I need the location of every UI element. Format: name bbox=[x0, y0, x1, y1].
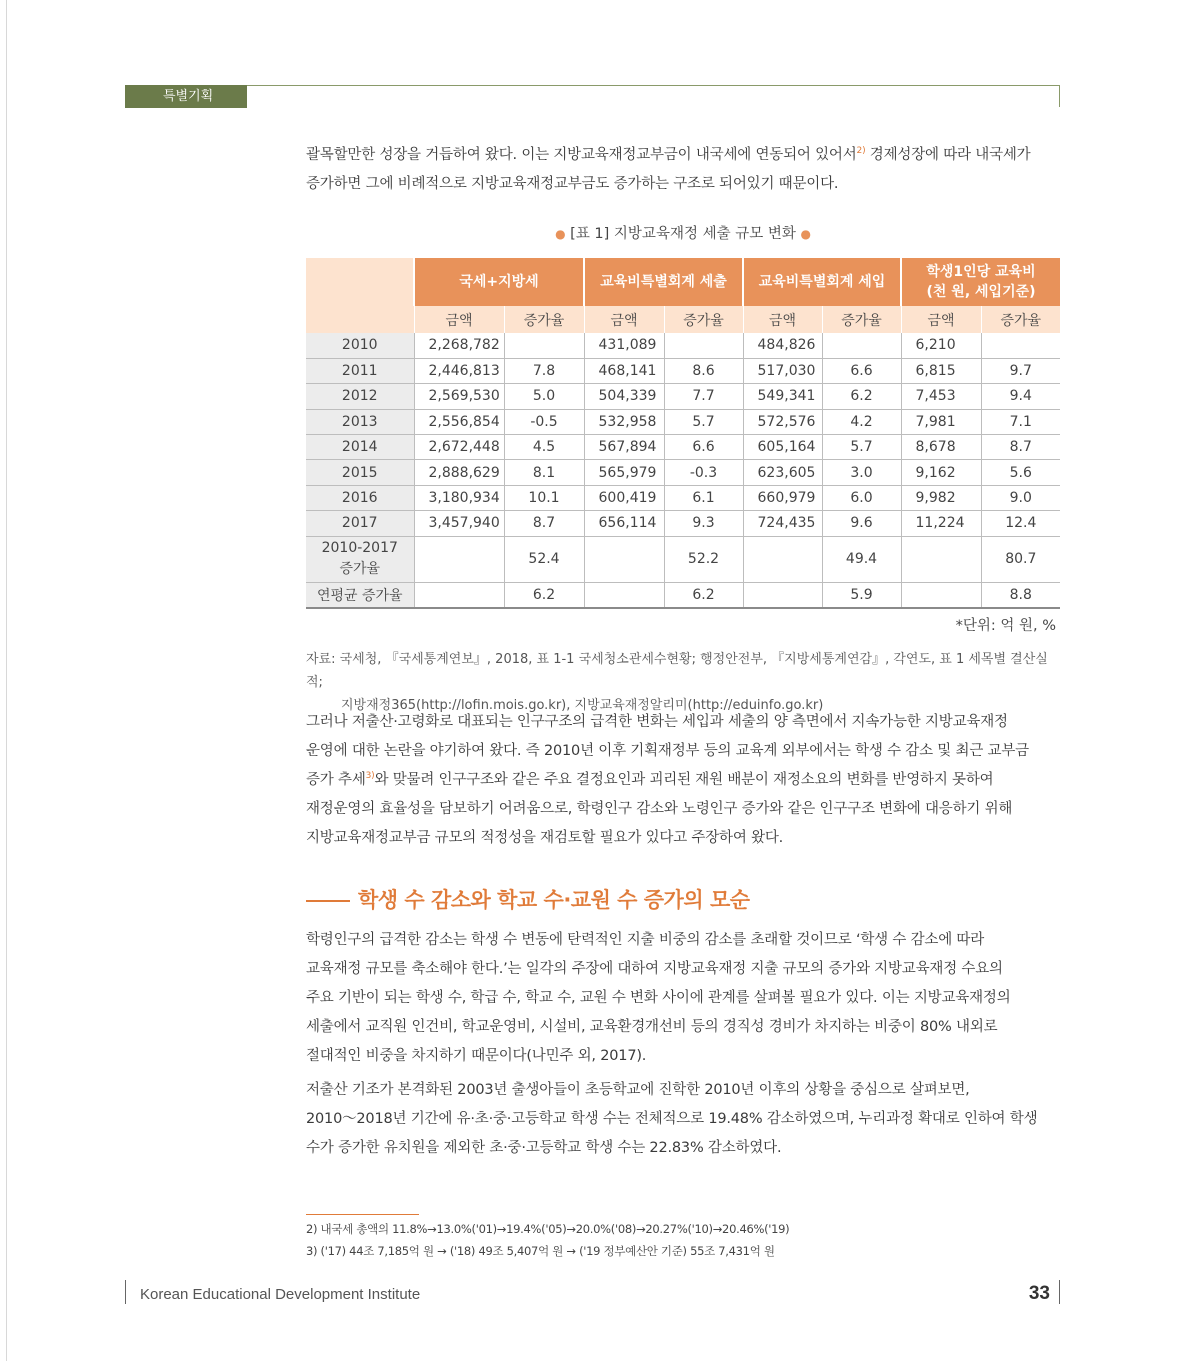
table-body bbox=[306, 333, 1060, 608]
table-cell bbox=[743, 536, 822, 582]
table-cell: 5.0 bbox=[504, 384, 584, 409]
paragraph-line: 2010～2018년 기간에 유·초·중·고등학교 학생 수는 전체적으로 19.48% 감소하였으며, 누리과정 확대로 인하여 학생 bbox=[306, 1111, 1038, 1127]
paragraph-line: 저출산 기조가 본격화된 2003년 출생아들이 초등학교에 진학한 2010년 이후의 상황을 중심으로 살펴보면, bbox=[306, 1082, 970, 1098]
table-cell: 656,114 bbox=[584, 511, 664, 536]
row-label: 2015 bbox=[306, 460, 414, 485]
footer-tick-right bbox=[1059, 1280, 1060, 1304]
table-cell: 8.6 bbox=[664, 358, 743, 383]
paragraph-line: 학령인구의 급격한 감소는 학생 수 변동에 탄력적인 지출 비중의 감소를 초래할 것이므로 ‘학생 수 감소에 따라 bbox=[306, 932, 985, 948]
table-cell: 5.9 bbox=[822, 582, 901, 607]
table-cell: 468,141 bbox=[584, 358, 664, 383]
row-label: 2010-2017 증가율 bbox=[306, 536, 414, 582]
table-cell bbox=[901, 582, 981, 607]
table-cell: 2,556,854 bbox=[414, 409, 504, 434]
row-label: 2016 bbox=[306, 485, 414, 510]
source-line-1: 자료: 국세청, 『국세통계연보』, 2018, 표 1-1 국세청소관세수현황; 행정안전부, 『지방세통계연감』, 각연도, 표 1 세목별 결산실적; bbox=[306, 652, 1048, 690]
page-number: 33 bbox=[1028, 1283, 1050, 1304]
table-row-annual-avg bbox=[306, 582, 1060, 607]
paragraph-2 bbox=[306, 708, 1060, 853]
table-corner bbox=[306, 258, 414, 333]
table-cell: 6.0 bbox=[822, 485, 901, 510]
table-cell: 724,435 bbox=[743, 511, 822, 536]
table-cell: 6,210 bbox=[901, 333, 981, 358]
unit-note: *단위: 억 원, % bbox=[955, 618, 1056, 634]
table-cell: 9.0 bbox=[981, 485, 1060, 510]
table-cell: 2,569,530 bbox=[414, 384, 504, 409]
row-label: 연평균 증가율 bbox=[306, 582, 414, 607]
subheader-rate: 증가율 bbox=[504, 306, 584, 333]
source-line-2: 지방재정365(http://lofin.mois.go.kr), 지방교육재정알리미(http://eduinfo.go.kr) bbox=[341, 698, 824, 713]
table-cell bbox=[584, 582, 664, 607]
table-cell: -0.5 bbox=[504, 409, 584, 434]
subheader-amount: 금액 bbox=[901, 306, 981, 333]
row-label: 2014 bbox=[306, 435, 414, 460]
paragraph-line: 교육재정 규모를 축소해야 한다.’는 일각의 주장에 대하여 지방교육재정 지출 규모의 증가와 지방교육재정 수요의 bbox=[306, 961, 1003, 977]
table-row bbox=[306, 409, 1060, 434]
intro-line-2: 증가하면 그에 비례적으로 지방교육재정교부금도 증가하는 구조로 되어있기 때문이다. bbox=[306, 176, 839, 192]
paragraph-line: 재정운영의 효율성을 담보하기 어려움으로, 학령인구 감소와 노령인구 증가와 같은 인구구조 변화에 대응하기 위해 bbox=[306, 801, 1013, 817]
table-cell: 6.2 bbox=[822, 384, 901, 409]
table-cell: 9.3 bbox=[664, 511, 743, 536]
paragraph-line: 세출에서 교직원 인건비, 학교운영비, 시설비, 교육환경개선비 등의 경직성 경비가 차지하는 비중이 80% 내외로 bbox=[306, 1019, 998, 1035]
table-row bbox=[306, 460, 1060, 485]
table-cell bbox=[981, 333, 1060, 358]
paragraph-line: 증가 추세$^{3)}$와 맞물려 인구구조와 같은 주요 결정요인과 괴리된 재원 배분이 재정소요의 변화를 반영하지 못하여 bbox=[306, 771, 994, 788]
section-tab: 특별기획 bbox=[125, 85, 247, 108]
table-cell: 532,958 bbox=[584, 409, 664, 434]
table-cell bbox=[504, 333, 584, 358]
table-cell: 6.6 bbox=[664, 435, 743, 460]
table-cell bbox=[901, 536, 981, 582]
row-label: 2012 bbox=[306, 384, 414, 409]
row-label: 2013 bbox=[306, 409, 414, 434]
paragraph-line: 지방교육재정교부금 규모의 적정성을 재검토할 필요가 있다고 주장하여 왔다. bbox=[306, 830, 784, 846]
footnote-2: 2) 내국세 총액의 11.8%→13.0%('01)→19.4%('05)→20.0%('08)→20.27%('10)→20.46%('19) bbox=[306, 1222, 790, 1236]
table-cell: 49.4 bbox=[822, 536, 901, 582]
table-cell: 504,339 bbox=[584, 384, 664, 409]
paragraph-4 bbox=[306, 1076, 1060, 1163]
table-cell: 549,341 bbox=[743, 384, 822, 409]
header-group-expenditure: 교육비특별회계 세출 bbox=[584, 258, 743, 306]
footnote-ref-2[interactable]: 2) bbox=[856, 146, 866, 156]
intro-paragraph bbox=[306, 141, 1060, 199]
table-cell: 484,826 bbox=[743, 333, 822, 358]
table-cell: 7,981 bbox=[901, 409, 981, 434]
footer-tick-left bbox=[125, 1280, 126, 1304]
table-cell bbox=[414, 582, 504, 607]
footnote-ref-3[interactable]: 3) bbox=[365, 771, 375, 781]
table-cell: 567,894 bbox=[584, 435, 664, 460]
table-cell: 8.1 bbox=[504, 460, 584, 485]
table-cell bbox=[664, 333, 743, 358]
row-label: 2017 bbox=[306, 511, 414, 536]
table-cell: 52.2 bbox=[664, 536, 743, 582]
paragraph-line: 주요 기반이 되는 학생 수, 학급 수, 학교 수, 교원 수 변화 사이에 관계를 살펴볼 필요가 있다. 이는 지방교육재정의 bbox=[306, 990, 1011, 1006]
table-cell: 9,162 bbox=[901, 460, 981, 485]
table-cell: 9.6 bbox=[822, 511, 901, 536]
table-cell bbox=[414, 536, 504, 582]
section-heading-text: 학생 수 감소와 학교 수·교원 수 증가의 모순 bbox=[358, 888, 750, 912]
table-cell: 6.2 bbox=[664, 582, 743, 607]
table-cell: 7,453 bbox=[901, 384, 981, 409]
table-cell: 10.1 bbox=[504, 485, 584, 510]
caption-bullet-icon: ● bbox=[800, 227, 811, 241]
subheader-rate: 증가율 bbox=[981, 306, 1060, 333]
table-cell bbox=[822, 333, 901, 358]
table-cell: 8,678 bbox=[901, 435, 981, 460]
table-cell: 660,979 bbox=[743, 485, 822, 510]
table-cell: 7.7 bbox=[664, 384, 743, 409]
table-caption: ● [표 1] 지방교육재정 세출 규모 변화 ● bbox=[555, 226, 811, 242]
table-cell: 6.6 bbox=[822, 358, 901, 383]
header-group-tax: 국세+지방세 bbox=[414, 258, 584, 306]
table-cell: 3,180,934 bbox=[414, 485, 504, 510]
paragraph-line: 수가 증가한 유치원을 제외한 초·중·고등학교 학생 수는 22.83% 감소하였다. bbox=[306, 1140, 782, 1156]
heading-rule bbox=[306, 900, 350, 902]
table-row-period-rate bbox=[306, 536, 1060, 582]
table-row bbox=[306, 358, 1060, 383]
table-row bbox=[306, 511, 1060, 536]
table-cell: 3.0 bbox=[822, 460, 901, 485]
table-cell: 431,089 bbox=[584, 333, 664, 358]
table-cell: 8.7 bbox=[504, 511, 584, 536]
table-cell: 2,888,629 bbox=[414, 460, 504, 485]
header-rule bbox=[247, 85, 1060, 86]
table-cell bbox=[743, 582, 822, 607]
table-cell: 7.1 bbox=[981, 409, 1060, 434]
table-cell: 517,030 bbox=[743, 358, 822, 383]
table-cell: 5.6 bbox=[981, 460, 1060, 485]
header-group-per-student: 학생1인당 교육비 (천 원, 세입기준) bbox=[901, 258, 1060, 306]
table-cell: 3,457,940 bbox=[414, 511, 504, 536]
intro-line-1: 괄목할만한 성장을 거듭하여 왔다. 이는 지방교육재정교부금이 내국세에 연동되어 있어서$^{2)}$ 경제성장에 따라 내국세가 bbox=[306, 146, 1031, 163]
table-cell: 7.8 bbox=[504, 358, 584, 383]
table-cell: 4.5 bbox=[504, 435, 584, 460]
table-cell: 8.7 bbox=[981, 435, 1060, 460]
footnote-rule bbox=[306, 1214, 419, 1215]
table-cell: 8.8 bbox=[981, 582, 1060, 607]
table-cell: 9.7 bbox=[981, 358, 1060, 383]
table-cell bbox=[584, 536, 664, 582]
subheader-amount: 금액 bbox=[743, 306, 822, 333]
table-row bbox=[306, 485, 1060, 510]
table-row bbox=[306, 384, 1060, 409]
table-cell: 12.4 bbox=[981, 511, 1060, 536]
table-cell: 5.7 bbox=[664, 409, 743, 434]
table-cell: 2,446,813 bbox=[414, 358, 504, 383]
header-group-revenue: 교육비특별회계 세입 bbox=[743, 258, 901, 306]
finance-table bbox=[306, 258, 1060, 609]
table-cell: 6.2 bbox=[504, 582, 584, 607]
table-cell: 4.2 bbox=[822, 409, 901, 434]
paragraph-line: 절대적인 비중을 차지하기 때문이다(나민주 외, 2017). bbox=[306, 1048, 647, 1064]
table-cell: 52.4 bbox=[504, 536, 584, 582]
table-cell: 2,672,448 bbox=[414, 435, 504, 460]
page-edge-line bbox=[6, 0, 7, 1361]
paragraph-3 bbox=[306, 926, 1060, 1071]
paragraph-line: 그러나 저출산·고령화로 대표되는 인구구조의 급격한 변화는 세입과 세출의 양 측면에서 지속가능한 지방교육재정 bbox=[306, 714, 1008, 730]
subheader-rate: 증가율 bbox=[822, 306, 901, 333]
row-label: 2011 bbox=[306, 358, 414, 383]
table-cell: 605,164 bbox=[743, 435, 822, 460]
table-cell: -0.3 bbox=[664, 460, 743, 485]
table-cell: 572,576 bbox=[743, 409, 822, 434]
row-label: 2010 bbox=[306, 333, 414, 358]
table-cell: 9.4 bbox=[981, 384, 1060, 409]
paragraph-line: 운영에 대한 논란을 야기하여 왔다. 즉 2010년 이후 기획재정부 등의 교육계 외부에서는 학생 수 감소 및 최근 교부금 bbox=[306, 743, 1029, 759]
table-cell: 11,224 bbox=[901, 511, 981, 536]
subheader-amount: 금액 bbox=[414, 306, 504, 333]
footnote-3: 3) ('17) 44조 7,185억 원 → ('18) 49조 5,407억 원 → ('19 정부예산안 기준) 55조 7,431억 원 bbox=[306, 1244, 775, 1258]
table-cell: 565,979 bbox=[584, 460, 664, 485]
table-cell: 2,268,782 bbox=[414, 333, 504, 358]
table-source bbox=[306, 648, 1060, 717]
table-row bbox=[306, 333, 1060, 358]
table-cell: 6,815 bbox=[901, 358, 981, 383]
header-rule-tick bbox=[1059, 85, 1060, 107]
table-cell: 623,605 bbox=[743, 460, 822, 485]
table-row bbox=[306, 435, 1060, 460]
table-cell: 5.7 bbox=[822, 435, 901, 460]
table-cell: 9,982 bbox=[901, 485, 981, 510]
section-heading bbox=[306, 884, 1060, 918]
table-cell: 6.1 bbox=[664, 485, 743, 510]
table-cell: 600,419 bbox=[584, 485, 664, 510]
subheader-rate: 증가율 bbox=[664, 306, 743, 333]
footer-organization: Korean Educational Development Institute bbox=[140, 1286, 421, 1303]
caption-bullet-icon: ● bbox=[555, 227, 566, 241]
table-cell: 80.7 bbox=[981, 536, 1060, 582]
subheader-amount: 금액 bbox=[584, 306, 664, 333]
